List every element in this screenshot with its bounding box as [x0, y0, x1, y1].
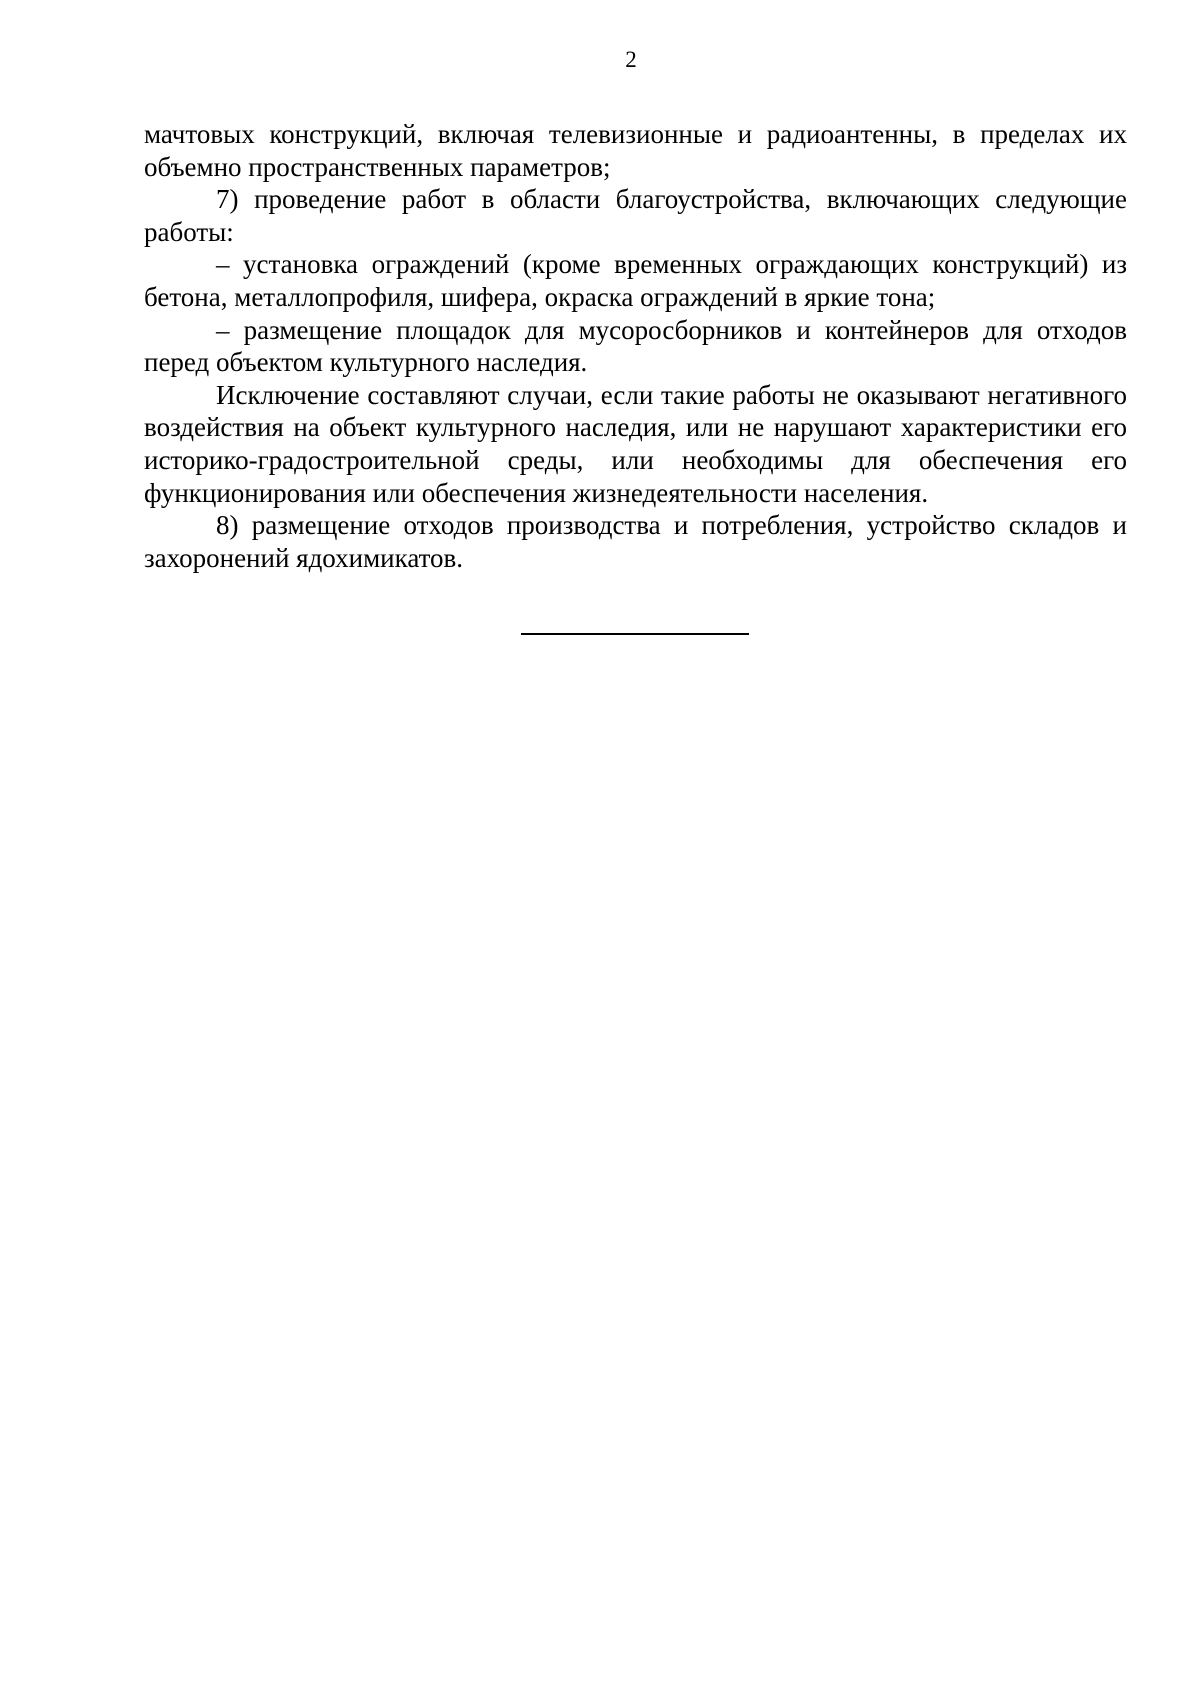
paragraph-exception: Исключение составляют случаи, если такие работы не оказывают негативного воздействия на объект культурного наследия, или не нарушают характеристики его историко-градостроительной среды, или необходимы для обеспечения его функционирования или обеспечения жизнедеятельности населения. — [144, 379, 1127, 508]
paragraph-dash-waste-sites: – размещение площадок для мусоросборников и контейнеров для отходов перед объектом культурного наследия. — [144, 314, 1127, 378]
paragraph-item-7: 7) проведение работ в области благоустройства, включающих следующие работы: — [144, 184, 1127, 247]
paragraph-dash-fences: – установка ограждений (кроме временных ограждающих конструкций) из бетона, металлопрофиля, шифера, окраска ограждений в яркие тона; — [144, 249, 1127, 312]
paragraph-item-8: 8) размещение отходов производства и потребления, устройство складов и захоронений ядохимикатов. — [144, 510, 1127, 573]
end-divider-line — [521, 633, 749, 635]
document-body — [144, 118, 1127, 574]
paragraph-continuation: мачтовых конструкций, включая телевизионные и радиоантенны, в пределах их объемно пространственных параметров; — [144, 119, 1127, 182]
page-number: 2 — [625, 47, 637, 72]
